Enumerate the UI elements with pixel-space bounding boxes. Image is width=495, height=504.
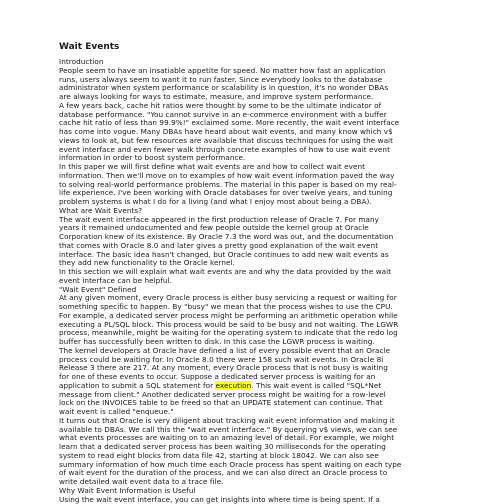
text-segment: information in order to boost system performance.: [59, 153, 245, 162]
text-segment: executing a PL/SQL block. This process would be said to be busy and not waiting. The LGWR: [59, 320, 398, 329]
text-segment: process could be waiting for. In Oracle 8.0 there were 158 such wait events. In Oracle 8i: [59, 355, 383, 364]
text-segment: lock on the INVOICES table to be freed so that an UPDATE statement can continue. That: [59, 398, 382, 407]
text-segment: message from client." Another dedicated server process might be waiting for a row-level: [59, 390, 386, 399]
text-segment: write detailed wait event data to a trace file.: [59, 477, 223, 486]
text-segment: It turns out that Oracle is very diligent about tracking wait event information and making it: [59, 416, 395, 425]
text-segment: information. Then we'll move on to examples of how wait event information paved the way: [59, 171, 394, 180]
text-segment: "Wait Event" Defined: [59, 285, 136, 294]
text-segment: are always looking for ways to estimate, measure, and improve system performance.: [59, 92, 373, 101]
text-segment: they add new functionality to the Oracle kernel.: [59, 258, 235, 267]
text-segment: for one of these events to occur. Suppose a dedicated server process is waiting for an: [59, 372, 375, 381]
text-segment: Introduction: [59, 57, 104, 66]
text-segment: that comes with Oracle 8.0 and later gives a pretty good explanation of the wait event: [59, 241, 378, 250]
text-segment: Corporation knew of its existence. By Oracle 7.3 the word was out, and the documentation: [59, 232, 393, 241]
document-title: Wait Events: [59, 42, 119, 53]
text-segment: For example, a dedicated server process might be performing an arithmetic operation while: [59, 311, 398, 320]
text-segment: At any given moment, every Oracle process is either busy servicing a request or waiting for: [59, 293, 397, 302]
text-segment: cache hit ratio of less than 99.9%!" exclaimed some. More recently, the wait event interface: [59, 118, 399, 127]
text-segment: In this paper we will first define what wait events are and how to collect wait event: [59, 162, 365, 171]
text-segment: views to look at, but few resources are available that discuss techniques for using the wait: [59, 136, 393, 145]
text-segment: Why Wait Event Information is Useful: [59, 486, 196, 495]
text-segment: A few years back, cache hit ratios were thought by some to be the ultimate indicator of: [59, 101, 381, 110]
text-segment: The kernel developers at Oracle have defined a list of every possible event that an Oracle: [59, 346, 390, 355]
text-segment: In this section we will explain what wait events are and why the data provided by the wait: [59, 267, 391, 276]
text-segment: to solving real-world performance problems. The material in this paper is based on my real-: [59, 180, 397, 189]
text-segment: Using the wait event interface, you can get insights into where time is being spent. If a: [59, 495, 380, 504]
text-segment: process, meanwhile, might be waiting for the operating system to indicate that the redo log: [59, 328, 398, 337]
text-segment: event interface can be helpful.: [59, 276, 172, 285]
text-segment: interface. The basic idea hasn't changed, but Oracle continues to add new wait events as: [59, 250, 389, 259]
text-segment: has come into vogue. Many DBAs have heard about wait events, and many know which v$: [59, 127, 393, 136]
text-segment: learn that a dedicated server process has been waiting 30 milliseconds for the operating: [59, 442, 386, 451]
text-segment: administrator when system performance or scalability is in question, it's no wonder DBAs: [59, 83, 388, 92]
text-segment: buffer has successfully been written to disk. In this case the LGWR process is waiting.: [59, 337, 375, 346]
text-segment: summary information of how much time each Oracle process has spent waiting on each type: [59, 460, 401, 469]
highlighted-word: execution: [215, 381, 251, 390]
text-segment: something specific to happen. By "busy" we mean that the process wishes to use the CPU.: [59, 302, 393, 311]
text-segment: database performance. "You cannot survive in an e-commerce environment with a buffer: [59, 110, 387, 119]
text-segment: . This wait event is called "SQL*Net: [251, 381, 381, 390]
text-segment: The wait event interface appeared in the first production release of Oracle 7. For many: [59, 215, 379, 224]
text-segment: What are Wait Events?: [59, 206, 142, 215]
text-segment: event interface and even fewer walk through concrete examples of how to use wait event: [59, 145, 390, 154]
text-segment: system to read eight blocks from data file 42, starting at block 18042. We can also see: [59, 451, 379, 460]
text-segment: what events processes are waiting on to an amazing level of detail. For example, we might: [59, 433, 394, 442]
text-segment: years it remained undocumented and few people outside the kernel group at Oracle: [59, 223, 369, 232]
text-segment: wait event is called "enqueue.": [59, 407, 174, 416]
text-line: [59, 496, 451, 504]
text-segment: life experience. I've been working with Oracle databases for over twelve years, and tuning: [59, 188, 392, 197]
text-segment: People seem to have an insatiable appetite for speed. No matter how fast an application: [59, 66, 385, 75]
text-segment: available to DBAs. We call this the "wait event interface." By querying v$ views, we can see: [59, 425, 397, 434]
document-body: [59, 58, 451, 504]
text-segment: problem systems is what I do for a living (and what I enjoy most about being a DBA).: [59, 197, 372, 206]
text-segment: runs, users always seem to want it to run faster. Since everybody looks to the database: [59, 75, 382, 84]
text-segment: of wait event for the duration of the process, and we can also direct an Oracle process to: [59, 468, 387, 477]
text-segment: Release 3 there are 217. At any moment, every Oracle process that is not busy is waiting: [59, 363, 388, 372]
text-segment: application to submit a SQL statement for: [59, 381, 215, 390]
